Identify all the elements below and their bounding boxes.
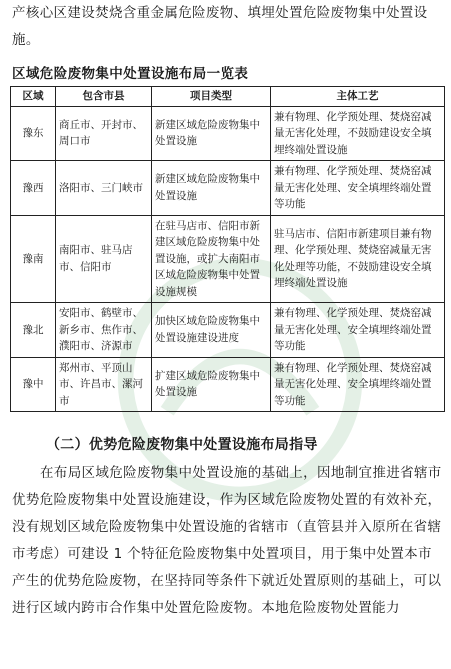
cell-project-type: 新建区域危险废物集中处置设施	[152, 106, 271, 161]
cell-region: 豫中	[11, 357, 56, 412]
cell-cities: 郑州市、平顶山市、许昌市、漯河市	[56, 357, 152, 412]
intro-paragraph: 产核心区建设焚烧含重金属危险废物、填埋处置危险废物集中处置设施。	[12, 5, 428, 48]
cell-cities: 商丘市、开封市、周口市	[56, 106, 152, 161]
cell-cities: 南阳市、驻马店市、信阳市	[56, 215, 152, 303]
cell-project-type: 在驻马店市、信阳市新建区域危险废物集中处置设施，或扩大南阳市区域危险废物集中处置设施规模	[152, 215, 271, 303]
cell-process: 兼有物理、化学预处理、焚烧窑减量无害化处理，不鼓励建设安全填埋终端处置设施	[271, 106, 445, 161]
header-cities: 包含市县	[56, 87, 152, 107]
facility-layout-table	[10, 86, 445, 412]
cell-process: 兼有物理、化学预处理、焚烧窑减量无害化处理、安全填埋终端处置等功能	[271, 303, 445, 358]
table-row	[11, 357, 445, 412]
cell-process: 兼有物理、化学预处理、焚烧窑减量无害化处理、安全填埋终端处置等功能	[271, 357, 445, 412]
table-row	[11, 106, 445, 161]
cell-project-type: 扩建区域危险废物集中处置设施	[152, 357, 271, 412]
table-header-row	[11, 87, 445, 107]
cell-process: 兼有物理、化学预处理、焚烧窑减量无害化处理、安全填埋终端处置等功能	[271, 161, 445, 216]
cell-region: 豫西	[11, 161, 56, 216]
cell-cities: 洛阳市、三门峡市	[56, 161, 152, 216]
table-row	[11, 215, 445, 303]
header-process: 主体工艺	[271, 87, 445, 107]
header-project-type: 项目类型	[152, 87, 271, 107]
cell-project-type: 加快区域危险废物集中处置设施建设进度	[152, 303, 271, 358]
cell-project-type: 新建区域危险废物集中处置设施	[152, 161, 271, 216]
table-caption: 区域危险废物集中处置设施布局一览表	[12, 66, 249, 82]
header-region: 区域	[11, 87, 56, 107]
table-row	[11, 161, 445, 216]
cell-region: 豫南	[11, 215, 56, 303]
cell-region: 豫北	[11, 303, 56, 358]
cell-process: 驻马店市、信阳市新建项目兼有物理、化学预处理、焚烧窑减量无害化处理等功能，不鼓励建设安全填埋终端处置设施	[271, 215, 445, 303]
section-heading: （二）优势危险废物集中处置设施布局指导	[46, 437, 318, 453]
section-body-paragraph: 在布局区域危险废物集中处置设施的基础上，因地制宜推进省辖市优势危险废物集中处置设施建设，作为区域危险废物处置的有效补充，没有规划区域危险废物集中处置设施的省辖市（直管县并入原所在省辖市考虑）可建设 1 个特征危险废物集中处置项目，用于集中处置本市产生的优势危险废物，在坚持同等条件下就近处置原则的基础上，可以进行区域内跨市合作集中处置危险废物。本地危险废物处置能力	[12, 465, 442, 616]
table-row	[11, 303, 445, 358]
cell-region: 豫东	[11, 106, 56, 161]
cell-cities: 安阳市、鹤壁市、新乡市、焦作市、濮阳市、济源市	[56, 303, 152, 358]
